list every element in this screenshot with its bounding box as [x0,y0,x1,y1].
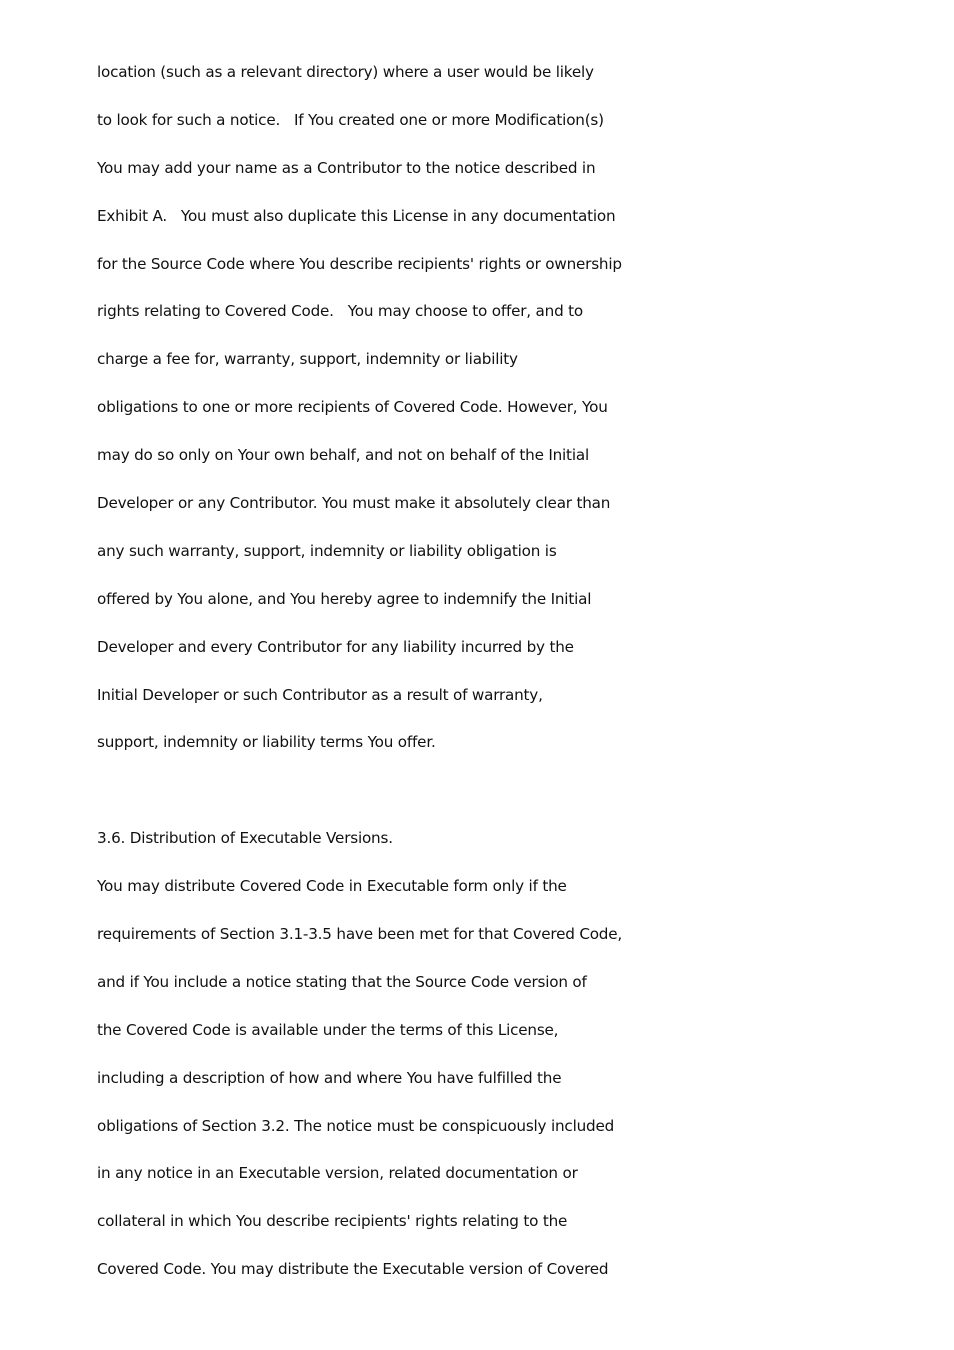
text-line: offered by You alone, and You hereby agree to indemnify the Initial [97,589,592,608]
text-line: to look for such a notice. If You created one or more Modification(s) [97,110,604,129]
document-page [97,58,897,1303]
text-line: Covered Code. You may distribute the Executable version of Covered [97,1260,609,1279]
text-line: You may distribute Covered Code in Executable form only if the [97,877,567,896]
text-line: collateral in which You describe recipients' rights relating to the [97,1212,568,1231]
paragraph-gap [97,776,897,824]
text-line: obligations of Section 3.2. The notice must be conspicuously included [97,1116,615,1135]
section-heading: 3.6. Distribution of Executable Versions. [97,829,393,848]
text-line: rights relating to Covered Code. You may choose to offer, and to [97,302,584,321]
paragraph-license-notice [97,58,897,776]
text-line: any such warranty, support, indemnity or liability obligation is [97,541,557,560]
text-line: Developer or any Contributor. You must make it absolutely clear than [97,494,611,513]
text-line: Developer and every Contributor for any liability incurred by the [97,637,574,656]
text-line: Initial Developer or such Contributor as a result of warranty, [97,685,543,704]
text-line: requirements of Section 3.1-3.5 have been met for that Covered Code, [97,925,623,944]
text-line: Exhibit A. You must also duplicate this License in any documentation [97,206,616,225]
text-line: for the Source Code where You describe recipients' rights or ownership [97,254,622,273]
text-line: charge a fee for, warranty, support, indemnity or liability [97,350,518,369]
text-line: and if You include a notice stating that the Source Code version of [97,972,587,991]
text-line: support, indemnity or liability terms You offer. [97,733,436,752]
text-line: including a description of how and where You have fulfilled the [97,1068,562,1087]
text-line: may do so only on Your own behalf, and not on behalf of the Initial [97,446,589,465]
text-line: obligations to one or more recipients of Covered Code. However, You [97,398,608,417]
text-line: You may add your name as a Contributor to the notice described in [97,158,596,177]
paragraph-executable-distribution [97,872,897,1303]
text-line: in any notice in an Executable version, related documentation or [97,1164,578,1183]
text-line: the Covered Code is available under the terms of this License, [97,1020,559,1039]
text-line: location (such as a relevant directory) where a user would be likely [97,63,594,81]
